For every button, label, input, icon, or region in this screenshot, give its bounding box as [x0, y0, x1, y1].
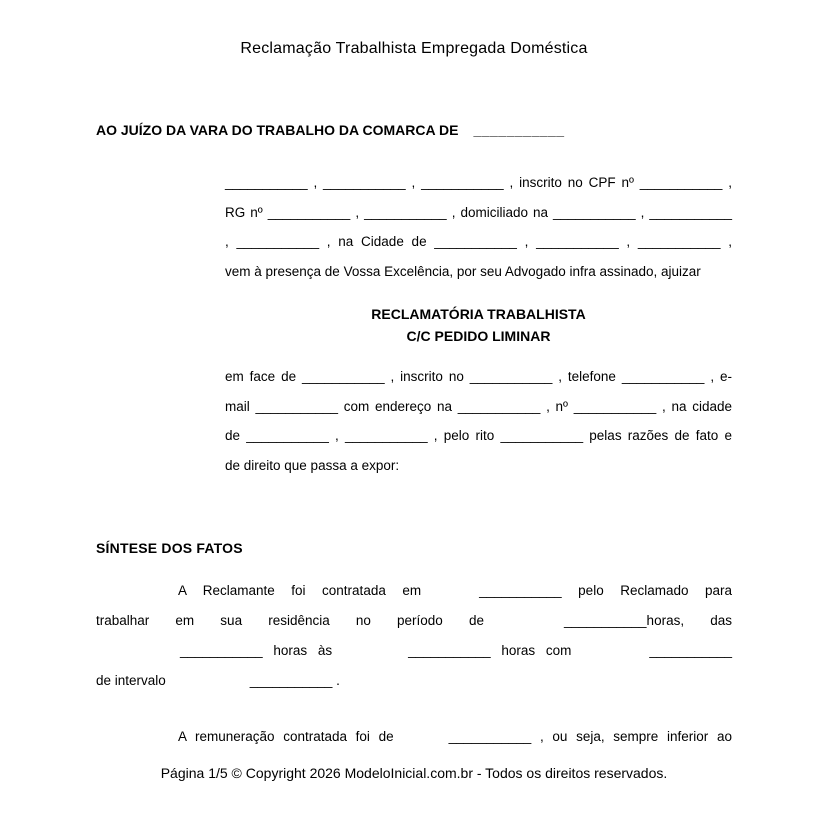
blank-field-gap	[96, 654, 180, 655]
text-line	[225, 421, 732, 451]
text-segment: ___________ horas com	[408, 643, 572, 658]
text-line	[96, 606, 732, 636]
text-segment: ___________ .	[249, 673, 340, 688]
text-segment: A Reclamante foi contratada em	[178, 583, 422, 598]
text-line	[96, 666, 732, 696]
document-title: Reclamação Trabalhista Empregada Doméstica	[240, 40, 588, 57]
court-heading-blank-field: ___________	[473, 122, 565, 138]
text-line	[225, 451, 732, 481]
text-segment: ___________	[649, 643, 732, 658]
text-line	[96, 722, 732, 752]
paragraph-facts-hiring	[96, 576, 732, 696]
blank-field-gap	[332, 654, 408, 655]
paragraph-defendant-info	[225, 362, 732, 480]
blank-field-gap	[484, 624, 564, 625]
blank-field-gap	[96, 594, 178, 595]
text-segment: , ___________ , na Cidade de ___________ , ___________ , ___________ ,	[225, 234, 732, 249]
paragraph-claimant-qualification	[225, 168, 732, 286]
blank-field-gap	[96, 740, 178, 741]
text-segment: A remuneração contratada foi de	[178, 729, 394, 744]
text-segment: mail ___________ com endereço na ___________ , nº ___________ , na cidade	[225, 398, 732, 414]
text-segment: RG nº ___________ , ___________ , domiciliado na ___________ , ___________	[225, 204, 732, 220]
text-line	[225, 362, 732, 392]
page-footer: Página 1/5 © Copyright 2026 ModeloInicial.com.br - Todos os direitos reservados.	[160, 765, 668, 781]
text-segment: ___________ horas às	[180, 643, 333, 658]
text-segment: de intervalo	[96, 673, 166, 688]
blank-field-gap	[394, 740, 449, 741]
section-heading-facts: SÍNTESE DOS FATOS	[96, 540, 243, 556]
text-segment: ___________ , ___________ , ___________ , inscrito no CPF nº ___________ ,	[225, 175, 732, 190]
text-line	[225, 198, 732, 228]
text-segment: trabalhar em sua residência no período de	[96, 613, 484, 628]
text-segment: em face de ___________ , inscrito no ___________ , telefone ___________ , e-	[225, 369, 732, 384]
claim-title	[225, 303, 732, 347]
blank-field-gap	[421, 594, 479, 595]
court-heading-label: AO JUÍZO DA VARA DO TRABALHO DA COMARCA DE	[96, 122, 459, 138]
text-segment: ___________ , ou seja, sempre inferior ao	[448, 729, 732, 744]
text-segment: de direito que passa a expor:	[225, 457, 400, 473]
text-line	[225, 168, 732, 198]
text-line	[96, 636, 732, 666]
text-segment: ___________ pelo Reclamado para	[479, 583, 732, 598]
court-heading	[96, 122, 565, 138]
text-segment: vem à presença de Vossa Excelência, por seu Advogado infra assinado, ajuizar	[225, 263, 701, 279]
blank-field-gap	[166, 684, 250, 685]
blank-field-gap	[571, 654, 649, 655]
text-segment: ___________horas, das	[563, 613, 732, 628]
text-line	[225, 392, 732, 422]
claim-title-line2: C/C PEDIDO LIMINAR	[406, 328, 551, 344]
text-line	[96, 576, 732, 606]
text-line	[225, 227, 732, 257]
text-line	[225, 257, 732, 287]
paragraph-facts-salary	[96, 722, 732, 752]
text-segment: de ___________ , ___________ , pelo rito ___________ pelas razões de fato e	[225, 428, 732, 443]
claim-title-line1: RECLAMATÓRIA TRABALHISTA	[371, 306, 586, 322]
